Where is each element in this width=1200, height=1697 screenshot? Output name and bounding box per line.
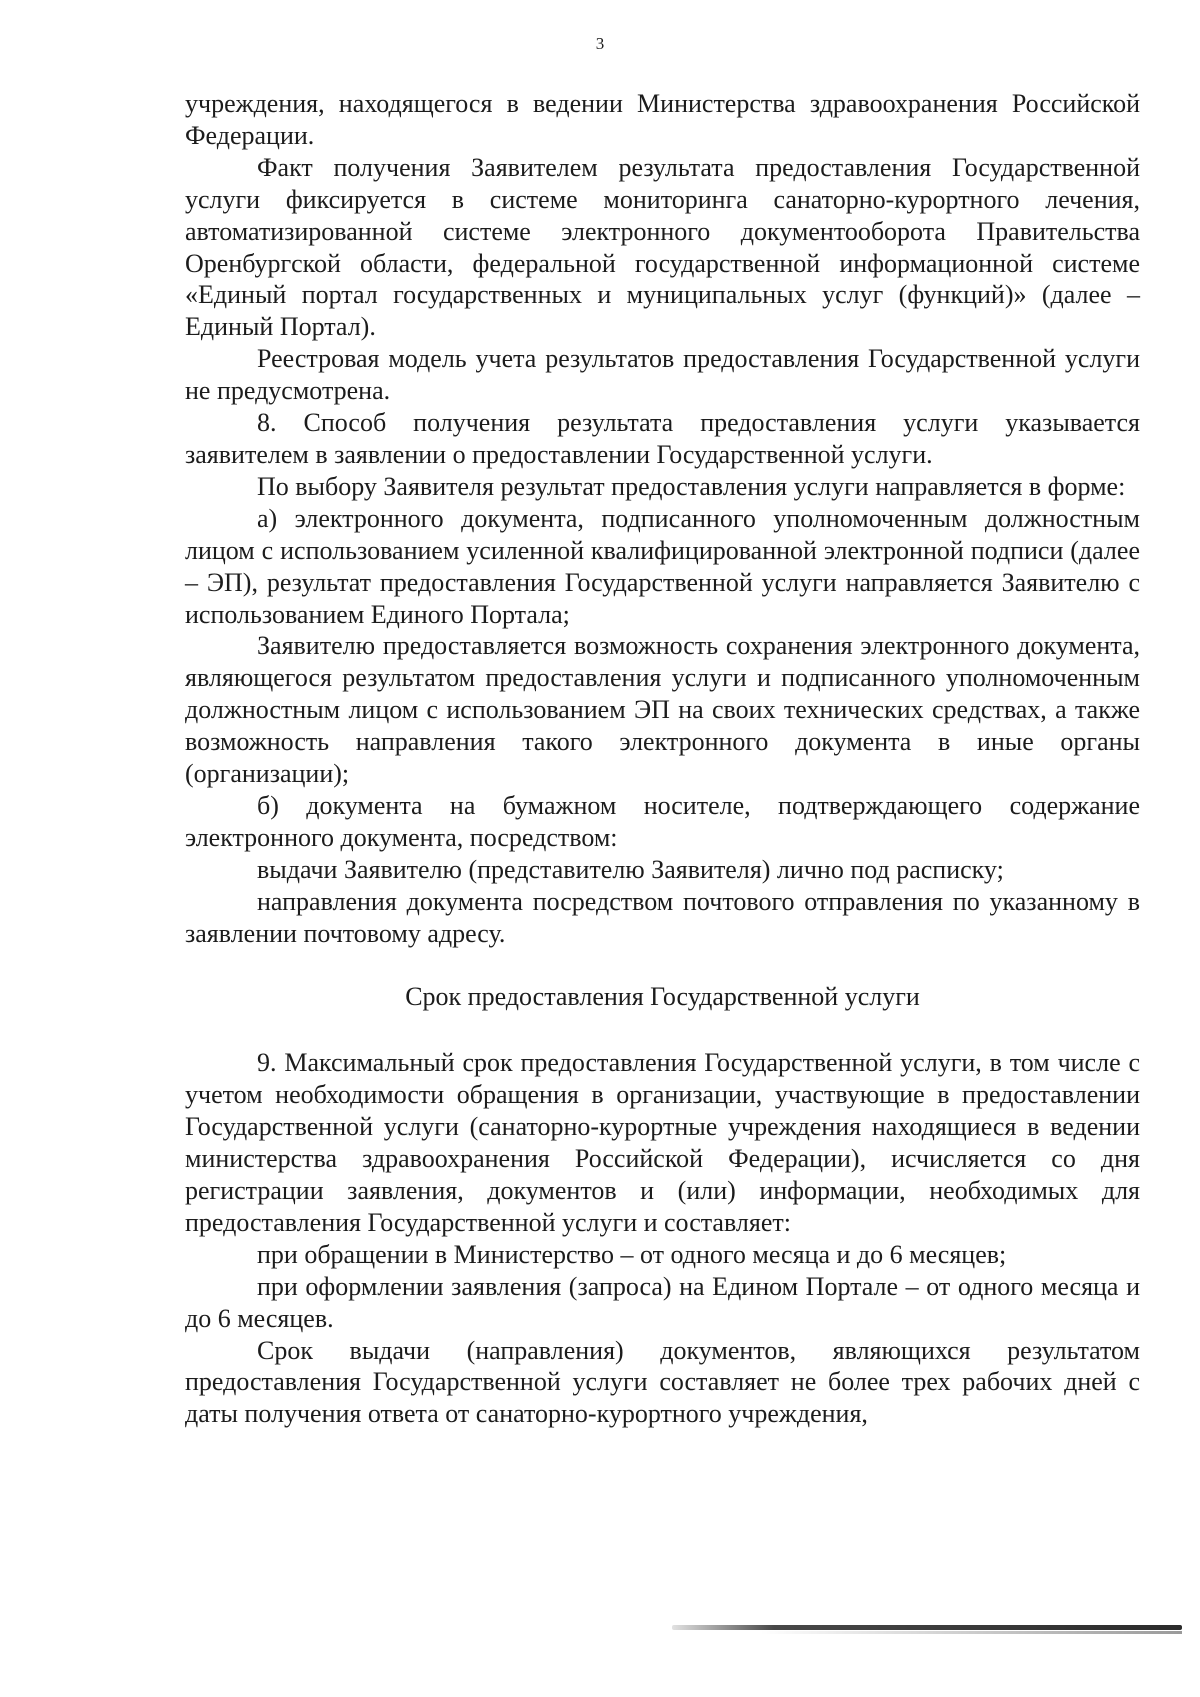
paragraph-issuance-term: Срок выдачи (направления) документов, являющихся результатом предоставления Государственной услуги составляет не более трех рабочих дней с даты получения ответа от санаторно-курортного учреждения, xyxy=(185,1335,1140,1429)
paragraph-item-9: 9. Максимальный срок предоставления Государственной услуги, в том числе с учетом необходимости обращения в организации, участвующие в предоставлении Государственной услуги (санаторно-курортные учреждения находящиеся в ведении министерства здравоохранения Российской Федерации), исчисляется со дня регистрации заявления, документов и (или) информации, необходимых для предоставления Государственной услуги и составляет: xyxy=(185,1048,1140,1237)
paragraph-registry-model: Реестровая модель учета результатов предоставления Государственной услуги не предусмотрена. xyxy=(185,344,1140,406)
paragraph-postal-delivery: направления документа посредством почтового отправления по указанному в заявлении почтовому адресу. xyxy=(185,886,1140,948)
scan-artifact-line xyxy=(672,1625,1182,1630)
paragraph-choice-form: По выбору Заявителя результат предоставления услуги направляется в форме: xyxy=(257,471,1126,501)
paragraph-ministry-term: при обращении в Министерство – от одного месяца и до 6 месяцев; xyxy=(257,1239,1007,1269)
paragraph-option-b: б) документа на бумажном носителе, подтверждающего содержание электронного документа, посредством: xyxy=(185,790,1140,852)
paragraph-portal-term: при оформлении заявления (запроса) на Едином Портале – от одного месяца и до 6 месяцев. xyxy=(185,1271,1140,1333)
paragraph-option-a: а) электронного документа, подписанного уполномоченным должностным лицом с использованием усиленной квалифицированной электронной подписи (далее – ЭП), результат предоставления Государственной услуги направляется Заявителю с использованием Единого Портала; xyxy=(185,503,1140,629)
scan-artifact-shadow xyxy=(760,1631,1182,1634)
section-heading: Срок предоставления Государственной услуги xyxy=(405,982,920,1012)
paragraph-personal-delivery: выдачи Заявителю (представителю Заявителя) лично под расписку; xyxy=(257,854,1004,884)
paragraph-continuation: учреждения, находящегося в ведении Министерства здравоохранения Российской Федерации. xyxy=(185,89,1140,150)
page-number: 3 xyxy=(595,34,605,53)
paragraph-result-fixation: Факт получения Заявителем результата предоставления Государственной услуги фиксируется в системе мониторинга санаторно-курортного лечения, автоматизированной системе электронного документооборота Правительства Оренбургской области, федеральной государственной информационной системе «Единый портал государственных и муниципальных услуг (функций)» (далее – Единый Портал). xyxy=(185,152,1140,342)
paragraph-saving-possibility: Заявителю предоставляется возможность сохранения электронного документа, являющегося результатом предоставления услуги и подписанного уполномоченным должностным лицом с использованием ЭП на своих технических средствах, а также возможность направления такого электронного документа в иные органы (организации); xyxy=(185,631,1140,789)
paragraph-item-8: 8. Способ получения результата предоставления услуги указывается заявителем в заявлении о предоставлении Государственной услуги. xyxy=(185,408,1140,469)
document-body xyxy=(185,88,1140,1430)
